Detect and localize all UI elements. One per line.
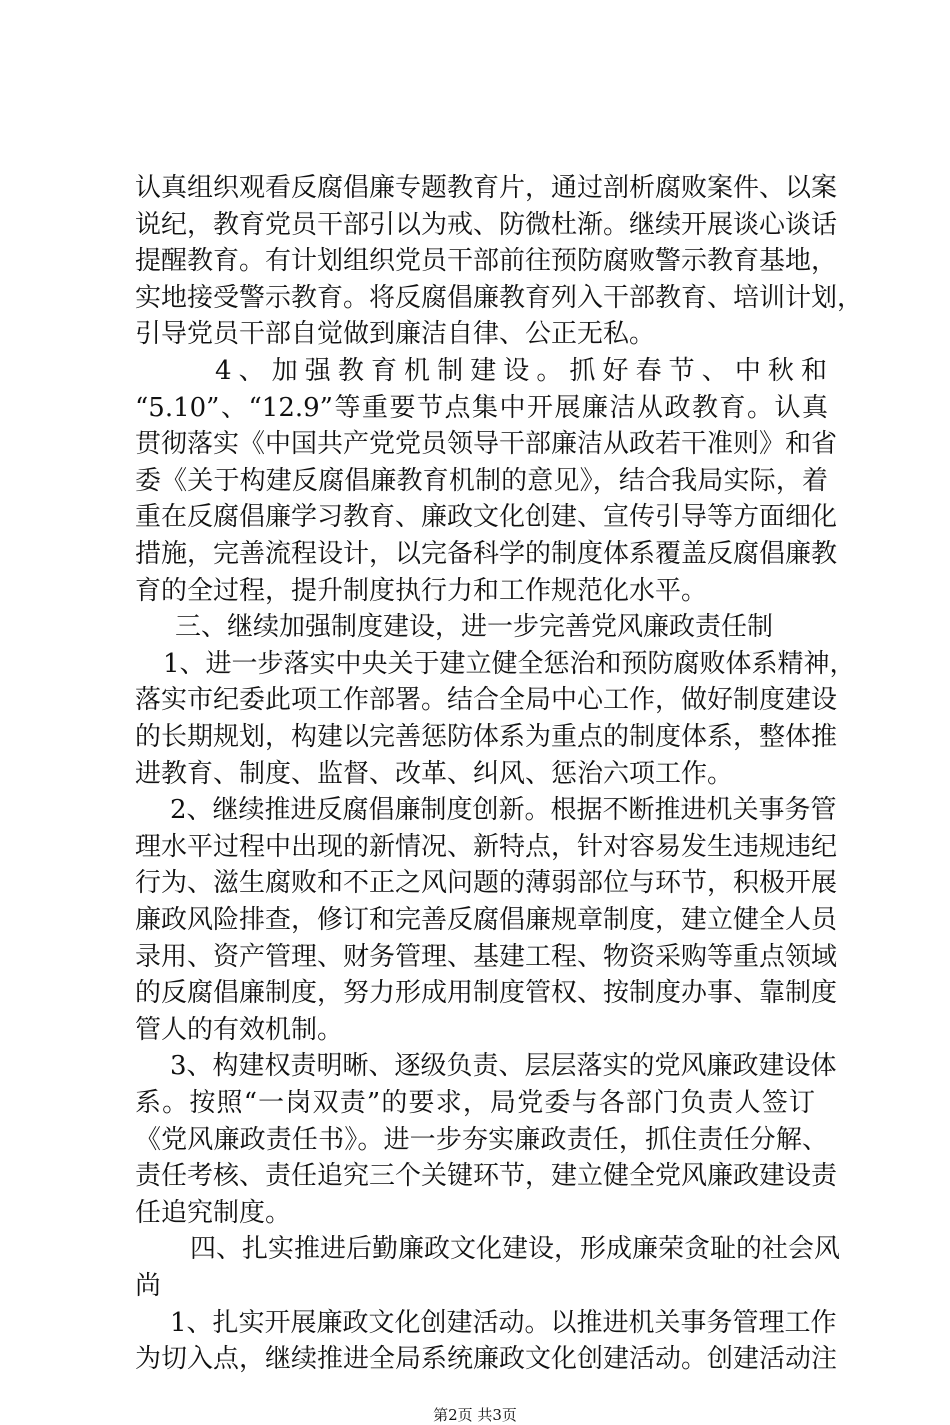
- text-line: 的长期规划，构建以完善惩防体系为重点的制度体系，整体推: [135, 722, 838, 752]
- text-line: 实地接受警示教育。将反腐倡廉教育列入干部教育、培训计划，: [135, 282, 864, 313]
- text-line: 行为、滋生腐败和不正之风问题的薄弱部位与环节，积极开展: [135, 868, 838, 899]
- text-line: 的反腐倡廉制度，努力形成用制度管权、按制度办事、靠制度: [135, 978, 838, 1009]
- text-line: 理水平过程中出现的新情况、新特点，针对容易发生违规违纪: [135, 831, 838, 862]
- text-line: 3、构建权责明晰、逐级负责、层层落实的党风廉政建设体: [170, 1051, 837, 1082]
- text-line: 提醒教育。有计划组织党员干部前往预防腐败警示教育基地，: [135, 246, 838, 277]
- text-line: 为切入点，继续推进全局系统廉政文化创建活动。创建活动注: [135, 1344, 838, 1375]
- text-line: 措施，完善流程设计，以完备科学的制度体系覆盖反腐倡廉教: [135, 539, 838, 569]
- text-line: 尚: [135, 1271, 162, 1301]
- text-line: 录用、资产管理、财务管理、基建工程、物资采购等重点领域: [135, 941, 838, 972]
- text-line: 管人的有效机制。: [135, 1014, 344, 1045]
- text-line: 进教育、制度、监督、改革、纠风、惩治六项工作。: [135, 758, 734, 789]
- text-line: 《党风廉政责任书》。进一步夯实廉政责任，抓住责任分解、: [135, 1124, 828, 1155]
- text-line: 育的全过程，提升制度执行力和工作规范化水平。: [135, 575, 708, 606]
- text-line: 任追究制度。: [135, 1197, 292, 1228]
- text-line: 贯彻落实《中国共产党党员领导干部廉洁从政若干准则》和省: [135, 429, 838, 460]
- text-line: 说纪，教育党员干部引以为戒、防微杜渐。继续开展谈心谈话: [135, 209, 838, 240]
- text-line: 责任考核、责任追究三个关键环节，建立健全党风廉政建设责: [135, 1161, 838, 1192]
- text-line: 2、继续推进反腐倡廉制度创新。根据不断推进机关事务管: [170, 795, 837, 826]
- text-line: 4、加强教育机制建设。抓好春节、中秋和: [215, 356, 827, 386]
- text-line: 认真组织观看反腐倡廉专题教育片，通过剖析腐败案件、以案: [135, 173, 838, 203]
- section-heading: 四、扎实推进后勤廉政文化建设，形成廉荣贪耻的社会风: [190, 1234, 841, 1265]
- text-line: 落实市纪委此项工作部署。结合全局中心工作，做好制度建设: [135, 685, 838, 716]
- text-line: 重在反腐倡廉学习教育、廉政文化创建、宣传引导等方面细化: [135, 502, 838, 533]
- text-line: 1、扎实开展廉政文化创建活动。以推进机关事务管理工作: [170, 1307, 837, 1338]
- text-line: 系。按照“一岗双责”的要求，局党委与各部门负责人签订: [135, 1088, 815, 1118]
- section-heading: 三、继续加强制度建设，进一步完善党风廉政责任制: [175, 612, 774, 643]
- page-number-footer: 第2页 共3页: [433, 1406, 517, 1425]
- text-line: 廉政风险排查，修订和完善反腐倡廉规章制度，建立健全人员: [135, 905, 838, 935]
- text-line: 1、进一步落实中央关于建立健全惩治和预防腐败体系精神，: [163, 648, 856, 679]
- text-line: 委《关于构建反腐倡廉教育机制的意见》，结合我局实际，着: [135, 465, 828, 496]
- text-line: 引导党员干部自觉做到廉洁自律、公正无私。: [135, 319, 656, 350]
- text-line: “5.10”、“12.9”等重要节点集中开展廉洁从政教育。认真: [135, 392, 828, 423]
